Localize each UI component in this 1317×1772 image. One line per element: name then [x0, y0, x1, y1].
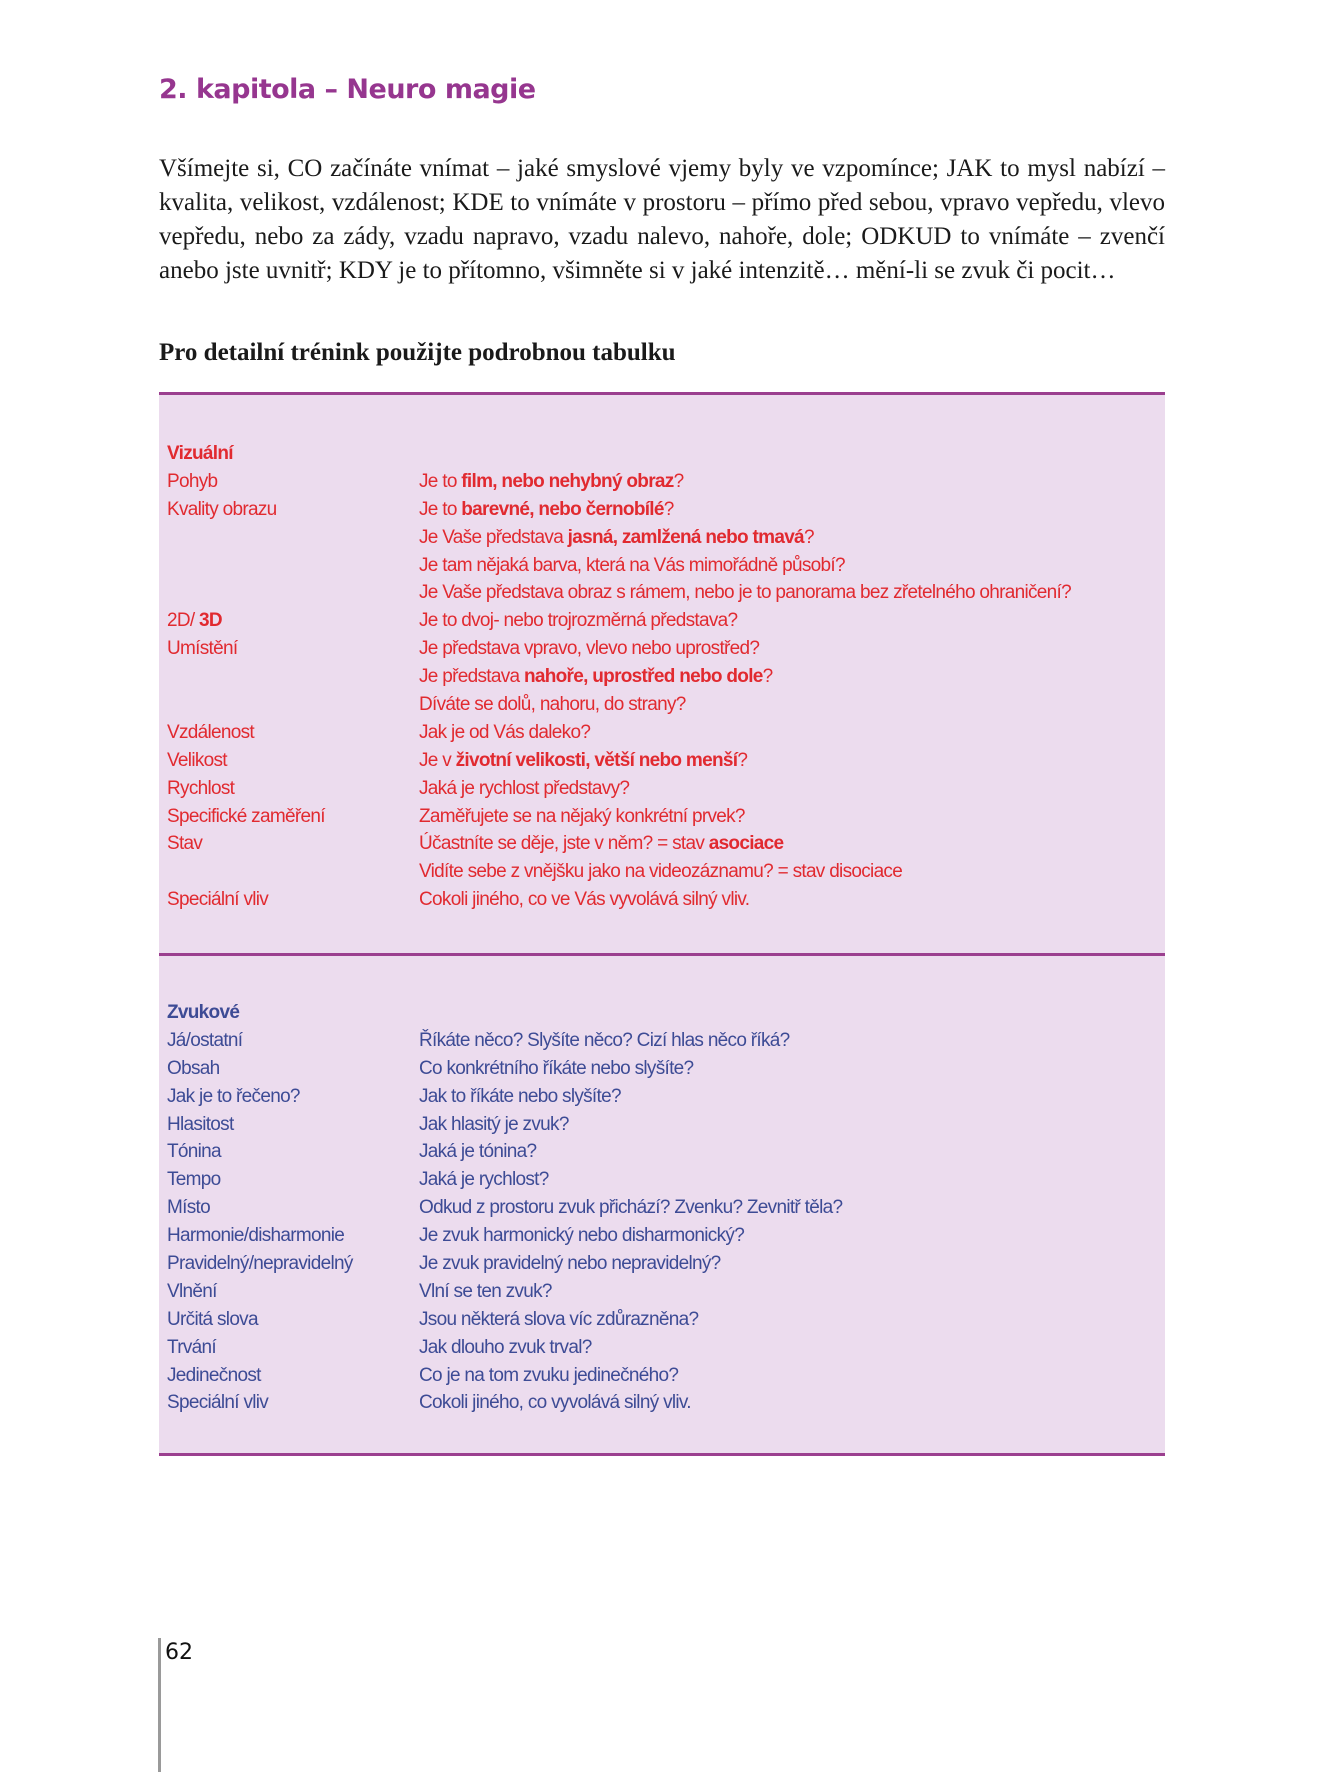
question-segment: Co je na tom zvuku jedinečného? [419, 1364, 679, 1386]
row-question [419, 719, 1165, 747]
table-row [167, 468, 1165, 496]
row-question [419, 496, 1165, 524]
visual-rows [167, 440, 1165, 914]
label-segment: Určitá slova [167, 1308, 258, 1330]
row-label [167, 1306, 419, 1334]
table-row [167, 1306, 1165, 1334]
question-segment: Je Vaše představa [419, 526, 568, 548]
row-question [419, 1055, 1165, 1083]
table-row [167, 607, 1165, 635]
label-segment: Umístění [167, 638, 238, 660]
row-label [167, 524, 419, 552]
row-question [419, 552, 1165, 580]
row-label [167, 747, 419, 775]
sound-rows [167, 999, 1165, 1417]
row-label [167, 1250, 419, 1278]
question-segment: film, nebo nehybný obraz [461, 470, 674, 492]
table-row [167, 1111, 1165, 1139]
question-segment: Je zvuk harmonický nebo disharmonický? [419, 1225, 745, 1247]
row-question [419, 1194, 1165, 1222]
question-segment: Vidíte sebe z vnějšku jako na videozáznamu? = stav disociace [419, 861, 903, 883]
table-row [167, 579, 1165, 607]
row-question [419, 691, 1165, 719]
question-segment: Je to [419, 470, 462, 492]
label-segment: Kvality obrazu [167, 498, 277, 520]
question-segment: Je tam nějaká barva, která na Vás mimořádně působí? [419, 554, 845, 576]
row-label [167, 691, 419, 719]
table-row [167, 747, 1165, 775]
row-label [167, 579, 419, 607]
question-segment: Cokoli jiného, co vyvolává silný vliv. [419, 1392, 691, 1414]
question-segment: Jaká je rychlost? [419, 1169, 549, 1191]
table-row [167, 552, 1165, 580]
row-question [419, 1306, 1165, 1334]
table-row [167, 1083, 1165, 1111]
table-row [167, 1362, 1165, 1390]
section-title-text: Zvukové [167, 1002, 240, 1023]
question-segment: Jak je od Vás daleko? [419, 721, 591, 743]
label-segment: Hlasitost [167, 1113, 234, 1135]
sound-section [159, 953, 1165, 1456]
label-segment: Vzdálenost [167, 721, 255, 743]
label-segment: Pohyb [167, 470, 218, 492]
row-question [419, 607, 1165, 635]
question-segment: Je v [419, 749, 456, 771]
label-segment: 2D/ [167, 610, 200, 632]
question-segment: Říkáte něco? Slyšíte něco? Cizí hlas něco říká? [419, 1029, 790, 1051]
label-segment: 3D [199, 610, 222, 632]
table-row [167, 496, 1165, 524]
row-label [167, 552, 419, 580]
table-row [167, 691, 1165, 719]
question-segment: Co konkrétního říkáte nebo slyšíte? [419, 1057, 694, 1079]
table-row [167, 1055, 1165, 1083]
row-question [419, 858, 1165, 886]
row-label [167, 1055, 419, 1083]
label-segment: Jak je to řečeno? [167, 1085, 300, 1107]
question-segment: jasná, zamlžená nebo tmavá [567, 526, 804, 548]
page-number: 62 [165, 1640, 193, 1665]
row-question [419, 524, 1165, 552]
table-row [167, 858, 1165, 886]
question-segment: Vlní se ten zvuk? [419, 1280, 552, 1302]
row-question [419, 635, 1165, 663]
row-question [419, 1334, 1165, 1362]
table-row [167, 830, 1165, 858]
table-row [167, 1166, 1165, 1194]
row-question [419, 1111, 1165, 1139]
table-row [167, 524, 1165, 552]
label-segment: Pravidelný/nepravidelný [167, 1253, 353, 1275]
row-question [419, 1138, 1165, 1166]
row-label [167, 886, 419, 914]
row-label [167, 858, 419, 886]
question-segment: Je to dvoj- nebo trojrozměrná představa? [419, 610, 738, 632]
question-segment: Jaká je rychlost představy? [419, 777, 630, 799]
question-segment: ? [762, 666, 773, 688]
label-segment: Speciální vliv [167, 889, 269, 911]
label-segment: Speciální vliv [167, 1392, 269, 1414]
row-label [167, 496, 419, 524]
row-label [167, 1222, 419, 1250]
row-question [419, 1027, 1165, 1055]
question-segment: Je představa vpravo, vlevo nebo uprostřed? [419, 638, 760, 660]
row-label [167, 1027, 419, 1055]
row-label [167, 775, 419, 803]
row-question [419, 1389, 1165, 1417]
section-title-text: Vizuální [167, 443, 233, 464]
label-segment: Já/ostatní [167, 1029, 243, 1051]
question-segment: Je představa [419, 666, 524, 688]
section-title [167, 999, 1165, 1027]
label-segment: Jedinečnost [167, 1364, 261, 1386]
label-segment: Místo [167, 1197, 210, 1219]
row-question [419, 468, 1165, 496]
question-segment: asociace [708, 833, 784, 855]
row-question [419, 747, 1165, 775]
question-segment: ? [737, 749, 748, 771]
row-question [419, 579, 1165, 607]
question-segment: Jak to říkáte nebo slyšíte? [419, 1085, 621, 1107]
label-segment: Rychlost [167, 777, 235, 799]
row-label [167, 1278, 419, 1306]
row-label [167, 607, 419, 635]
row-label [167, 663, 419, 691]
question-segment: barevné, nebo černobílé [461, 498, 664, 520]
row-label [167, 1166, 419, 1194]
row-label [167, 1194, 419, 1222]
row-label [167, 803, 419, 831]
row-label [167, 719, 419, 747]
row-label [167, 1111, 419, 1139]
table-intro-heading: Pro detailní trénink použijte podrobnou tabulku [159, 339, 676, 366]
row-question [419, 775, 1165, 803]
question-segment: Odkud z prostoru zvuk přichází? Zvenku? Zevnitř těla? [419, 1197, 843, 1219]
question-segment: Účastníte se děje, jste v něm? = stav [419, 833, 709, 855]
row-question [419, 886, 1165, 914]
row-label [167, 1389, 419, 1417]
visual-section [159, 392, 1165, 956]
question-segment: Jak hlasitý je zvuk? [419, 1113, 569, 1135]
question-segment: životní velikosti, větší nebo menší [455, 749, 738, 771]
row-label [167, 1083, 419, 1111]
label-segment: Tónina [167, 1141, 221, 1163]
table-row [167, 663, 1165, 691]
row-label [167, 1362, 419, 1390]
question-segment: Jaká je tónina? [419, 1141, 537, 1163]
table-row [167, 1278, 1165, 1306]
label-segment: Specifické zaměření [167, 805, 325, 827]
table-row [167, 803, 1165, 831]
label-segment: Harmonie/disharmonie [167, 1225, 345, 1247]
question-segment: Zaměřujete se na nějaký konkrétní prvek? [419, 805, 745, 827]
label-segment: Stav [167, 833, 203, 855]
row-question [419, 663, 1165, 691]
question-segment: Je zvuk pravidelný nebo nepravidelný? [419, 1253, 721, 1275]
section-title [167, 440, 1165, 468]
question-segment: nahoře, uprostřed nebo dole [523, 666, 763, 688]
row-label [167, 635, 419, 663]
question-segment: Jak dlouho zvuk trval? [419, 1336, 592, 1358]
row-label [167, 1334, 419, 1362]
label-segment: Trvání [167, 1336, 216, 1358]
question-segment: Jsou některá slova víc zdůrazněna? [419, 1308, 699, 1330]
row-question [419, 1250, 1165, 1278]
question-segment: ? [673, 470, 684, 492]
label-segment: Obsah [167, 1057, 220, 1079]
table-row [167, 1027, 1165, 1055]
row-question [419, 1083, 1165, 1111]
intro-paragraph: Všímejte si, CO začínáte vnímat – jaké smyslové vjemy byly ve vzpomínce; JAK to mysl nabízí – kvalita, velikost, vzdálenost; KDE to vnímáte v prostoru – přímo před sebou, vpravo vepředu, vlevo vepředu, nebo za zády, vzadu napravo, vzadu nalevo, nahoře, dole; ODKUD to vnímáte – zvenčí anebo jste uvnitř; KDY je to přítomno, všimněte si v jaké intenzitě… mění-li se zvuk či pocit… [159, 155, 1165, 284]
row-question [419, 1166, 1165, 1194]
question-segment: Díváte se dolů, nahoru, do strany? [419, 694, 686, 716]
question-segment: Cokoli jiného, co ve Vás vyvolává silný vliv. [419, 889, 750, 911]
row-question [419, 803, 1165, 831]
table-row [167, 1250, 1165, 1278]
row-question [419, 1278, 1165, 1306]
question-segment: Je to [419, 498, 462, 520]
question-segment: ? [663, 498, 674, 520]
label-segment: Tempo [167, 1169, 221, 1191]
table-row [167, 775, 1165, 803]
table-row [167, 1138, 1165, 1166]
label-segment: Vlnění [167, 1280, 217, 1302]
label-segment: Velikost [167, 749, 227, 771]
row-question [419, 830, 1165, 858]
table-row [167, 1334, 1165, 1362]
question-segment: ? [803, 526, 814, 548]
table-row [167, 1222, 1165, 1250]
page-margin-line [158, 1638, 161, 1772]
table-row [167, 1194, 1165, 1222]
question-segment: Je Vaše představa obraz s rámem, nebo je to panorama bez zřetelného ohraničení? [419, 582, 1071, 604]
row-question [419, 1362, 1165, 1390]
table-row [167, 635, 1165, 663]
row-label [167, 468, 419, 496]
table-row [167, 1389, 1165, 1417]
table-row [167, 719, 1165, 747]
row-label [167, 830, 419, 858]
row-question [419, 1222, 1165, 1250]
row-label [167, 1138, 419, 1166]
chapter-heading: 2. kapitola – Neuro magie [159, 74, 536, 105]
table-row [167, 886, 1165, 914]
